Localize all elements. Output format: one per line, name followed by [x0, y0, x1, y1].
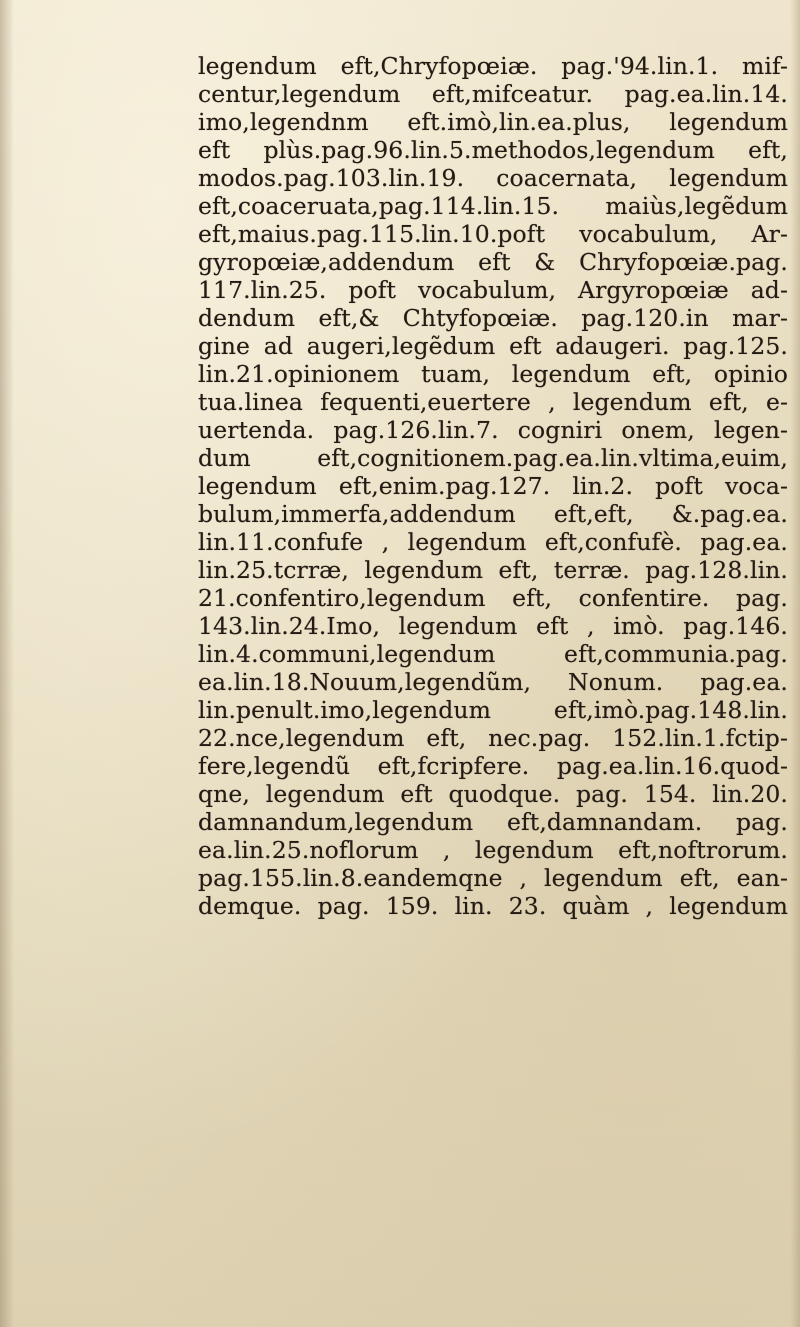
text-line: legendum eft,Chryfopœiæ. pag.'94.lin.1. mif-: [198, 52, 788, 80]
text-line: gine ad augeri,legẽdum eft adaugeri. pag.125.: [198, 332, 788, 360]
text-line: gyropœiæ,addendum eft & Chryfopœiæ.pag.: [198, 248, 788, 276]
text-line: lin.21.opinionem tuam, legendum eft, opinio: [198, 360, 788, 388]
text-line: ea.lin.25.noflorum , legendum eft,noftrorum.: [198, 836, 788, 864]
text-line: fere,legendũ eft,fcripfere. pag.ea.lin.16.quod-: [198, 752, 788, 780]
text-line: bulum,immerfa,addendum eft,eft, &.pag.ea.: [198, 500, 788, 528]
text-line: dum eft,cognitionem.pag.ea.lin.vltima,euim,: [198, 444, 788, 472]
text-line: lin.4.communi,legendum eft,communia.pag.: [198, 640, 788, 668]
text-line: dendum eft,& Chtyfopœiæ. pag.120.in mar-: [198, 304, 788, 332]
text-line: damnandum,legendum eft,damnandam. pag.: [198, 808, 788, 836]
page-edge-shadow-left: [0, 0, 14, 1327]
text-line: qne, legendum eft quodque. pag. 154. lin.20.: [198, 780, 788, 808]
text-line: legendum eft,enim.pag.127. lin.2. poft voca-: [198, 472, 788, 500]
text-line: imo,legendnm eft.imò,lin.ea.plus, legendum: [198, 108, 788, 136]
text-line: pag.155.lin.8.eandemqne , legendum eft, ean-: [198, 864, 788, 892]
text-line: lin.11.confufe , legendum eft,confufè. pag.ea.: [198, 528, 788, 556]
text-line: eft,maius.pag.115.lin.10.poft vocabulum, Ar-: [198, 220, 788, 248]
text-line: centur,legendum eft,mifceatur. pag.ea.lin.14.: [198, 80, 788, 108]
errata-text-block: [198, 52, 788, 920]
text-line: eft,coaceruata,pag.114.lin.15. maiùs,legẽdum: [198, 192, 788, 220]
text-line: modos.pag.103.lin.19. coacernata, legendum: [198, 164, 788, 192]
text-line: 21.confentiro,legendum eft, confentire. pag.: [198, 584, 788, 612]
text-line: tua.linea fequenti,euertere , legendum eft, e-: [198, 388, 788, 416]
text-line: 143.lin.24.Imo, legendum eft , imò. pag.146.: [198, 612, 788, 640]
page-edge-shadow-right: [790, 0, 800, 1327]
text-line: lin.penult.imo,legendum eft,imò.pag.148.lin.: [198, 696, 788, 724]
text-line: eft plùs.pag.96.lin.5.methodos,legendum eft,: [198, 136, 788, 164]
text-line: ea.lin.18.Nouum,legendũm, Nonum. pag.ea.: [198, 668, 788, 696]
text-line: uertenda. pag.126.lin.7. cogniri onem, legen-: [198, 416, 788, 444]
text-line: lin.25.tcrræ, legendum eft, terræ. pag.128.lin.: [198, 556, 788, 584]
text-line: 117.lin.25. poft vocabulum, Argyropœiæ ad-: [198, 276, 788, 304]
text-line: 22.nce,legendum eft, nec.pag. 152.lin.1.fctip-: [198, 724, 788, 752]
text-line: demque. pag. 159. lin. 23. quàm , legendum: [198, 892, 788, 920]
